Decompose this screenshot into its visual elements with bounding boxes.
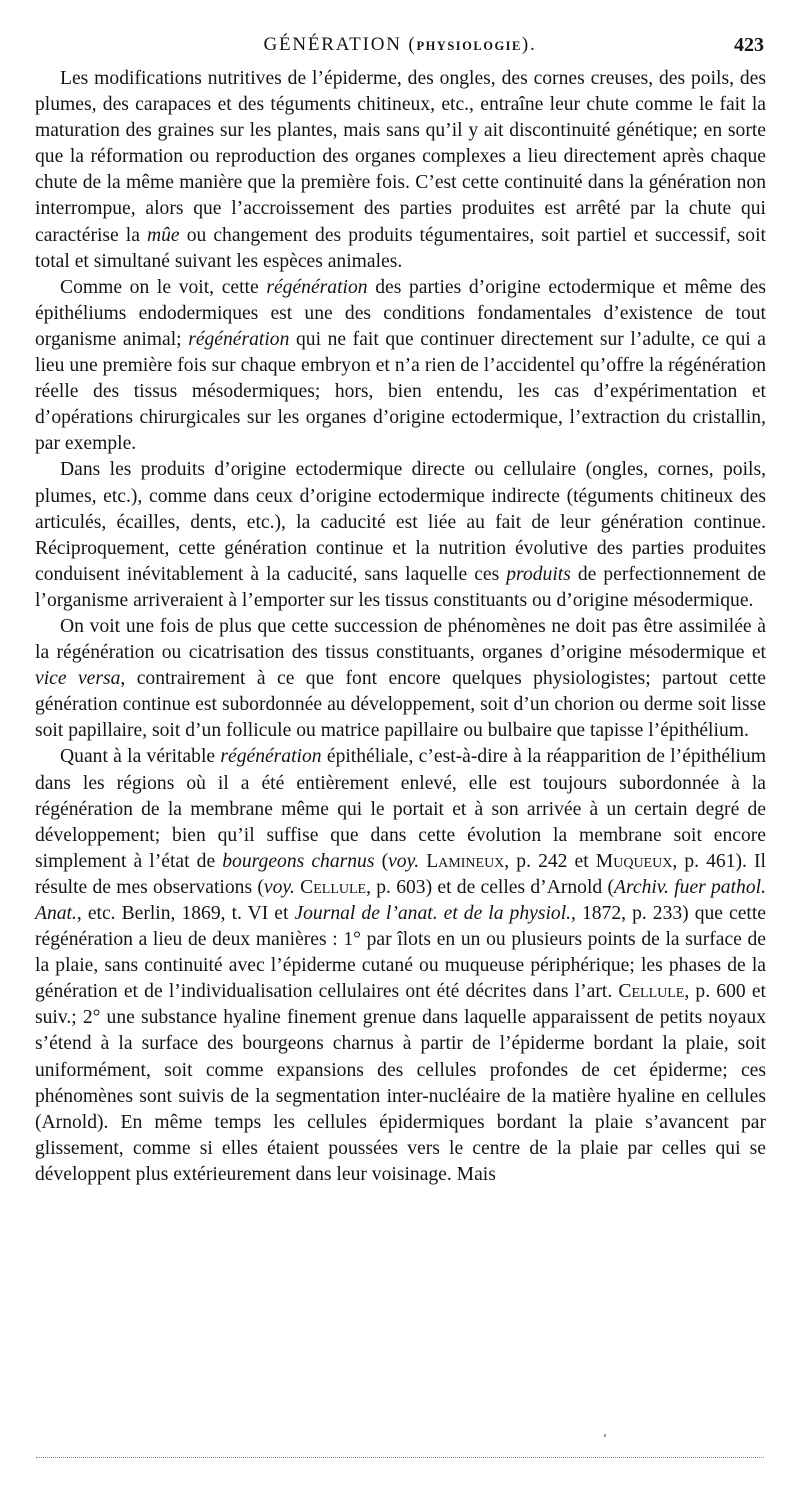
running-title-open: ( xyxy=(401,34,417,55)
italic-text: mûe xyxy=(146,224,180,246)
text-run: , etc. Berlin, 1869, t. VI et xyxy=(76,903,295,924)
small-caps-text: Muqueux xyxy=(595,850,673,872)
running-title xyxy=(36,34,764,56)
italic-text: régénération xyxy=(188,328,290,350)
small-caps-text: Lamineux xyxy=(426,850,505,872)
italic-text: produits xyxy=(506,563,571,585)
italic-text: Journal de l’anat. et de la physiol. xyxy=(294,903,572,924)
paragraph xyxy=(35,614,766,744)
italic-text: bourgeons charnus xyxy=(222,850,375,872)
text-run: , p. 603) et de celles d’Arnold ( xyxy=(366,876,614,898)
italic-text: régénération xyxy=(220,746,322,768)
text-run: ou changement des produits tégumentaires, soit partiel et successif, soit total et simultané suivant les espèces animales. xyxy=(35,224,766,272)
italic-text: Archiv. fuer pathol. Anat. xyxy=(35,876,766,924)
body-text xyxy=(35,66,766,1188)
text-run: , 1872, p. 233) que cette régénération a lieu de deux manières : 1° par îlots en un ou plusieurs points de la surface de la plaie, sans continuité avec l’épiderme cutané ou muqueuse périphérique; les phases de la génération et de l’individualisation cellulaires ont été décrites dans l’art. xyxy=(35,903,766,1003)
text-run: Les modifications nutritives de l’épiderme, des ongles, des cornes creuses, des poils, des plumes, des carapaces et des téguments chitineux, etc., entraîne leur chute comme le fait la maturation des graines sur les plantes, mais sans qu’il y ait discontinuité génétique; en sorte que la réformation ou reproduction des organes complexes a lieu directement après chaque chute de la même manière que la première fois. C’est cette continuité dans la génération non interrompue, alors que l’accroissement des parties produites est arrêté par la chute qui caractérise la xyxy=(35,68,766,246)
text-run: de perfectionnement de l’organisme arriveraient à l’emporter sur les tissus constituants ou d’origine mésodermique. xyxy=(35,563,766,611)
text-run: , p. 461). Il résulte de mes observations ( xyxy=(35,850,766,898)
text-run: ( xyxy=(374,850,389,872)
paragraph xyxy=(35,744,766,1188)
small-caps-text: Cellule xyxy=(618,981,685,1003)
text-run: On voit une fois de plus que cette succession de phénomènes ne doit pas être assimilée à la régénération ou cicatrisation des tissus constituants, organes d’origine mésodermique et xyxy=(35,615,766,664)
text-run: qui ne fait que continuer directement sur l’adulte, ce qui a lieu une première fois sur chaque embryon et n’a rien de l’accidentel qu’offre la régénération réelle des tissus mésodermiques; hors, bien entendu, les cas d’expérimentation et d’opérations chirurgicales sur les organes d’origine ectodermique, l’extraction du cristallin, par exemple. xyxy=(35,328,766,455)
running-title-main: GÉNÉRATION xyxy=(263,34,402,55)
text-run: des parties d’origine ectodermique et même des épithéliums endodermiques est une des conditions fondamentales d’existence de tout organisme animal; xyxy=(35,276,767,350)
text-run: , p. 600 et suiv.; 2° une substance hyaline finement grenue dans laquelle apparaissent de petits noyaux s’étend à la surface des bourgeons charnus à partir de l’épiderme bordant la plaie, soit uniformément, soit comme expansions des cellules profondes de cet épiderme; ces phénomènes sont suivis de la segmentation inter-nucléaire de la matière hyaline en cellules (Arnold). En même temps les cellules épidermiques bordant la plaie s’avancent par glissement, comme si elles étaient poussées vers le centre de la plaie par celles qui se développent plus extérieurement dans leur voisinage. Mais xyxy=(35,981,766,1185)
paragraph xyxy=(35,66,766,275)
footer-dotted-rule xyxy=(36,1457,764,1458)
text-run: Dans les produits d’origine ectodermique directe ou cellulaire (ongles, cornes, poils, plumes, etc.), comme dans ceux d’origine ectodermique indirecte (téguments chitineux des articulés, écailles, dents, etc.), la caducité est liée au fait de leur génération continue. Réciproquement, cette génération continue et la nutrition évolutive des parties produites conduisent inévitablement à la caducité, sans laquelle ces xyxy=(35,459,766,585)
running-head xyxy=(36,34,764,60)
text-run: Quant à la véritable xyxy=(60,746,221,768)
italic-text: régénération xyxy=(266,276,368,298)
page-number: 423 xyxy=(734,34,764,56)
paragraph xyxy=(35,275,766,458)
italic-text: vice versa xyxy=(35,668,121,690)
text-run: Comme on le voit, cette xyxy=(60,276,267,298)
text-run: , p. 242 et xyxy=(504,850,596,872)
paragraph xyxy=(35,457,766,614)
text-run: , contrairement à ce que font encore quelques physiologistes; partout cette génération continue est subordonnée au développement, soit d’un chorion ou derme soit lisse soit papillaire, soit d’un follicule ou matrice papillaire ou bulbaire que tapisse l’épithélium. xyxy=(35,668,766,742)
italic-text: voy. xyxy=(388,850,420,872)
running-title-close: ). xyxy=(521,34,537,55)
italic-text: voy. xyxy=(263,876,295,898)
small-caps-text: Cellule xyxy=(300,876,367,898)
running-title-subject: PHYSIOLOGIE xyxy=(416,39,522,53)
text-run: épithéliale, c’est-à-dire à la réapparition de l’épithélium dans les régions où il a été entièrement enlevé, elle est toujours subordonnée à la régénération de la membrane même qui le portait et à son arrivée à un certain degré de développement; bien qu’il suffise que dans cette évolution la membrane soit encore simplement à l’état de xyxy=(35,746,766,872)
print-speck xyxy=(604,1434,606,1437)
